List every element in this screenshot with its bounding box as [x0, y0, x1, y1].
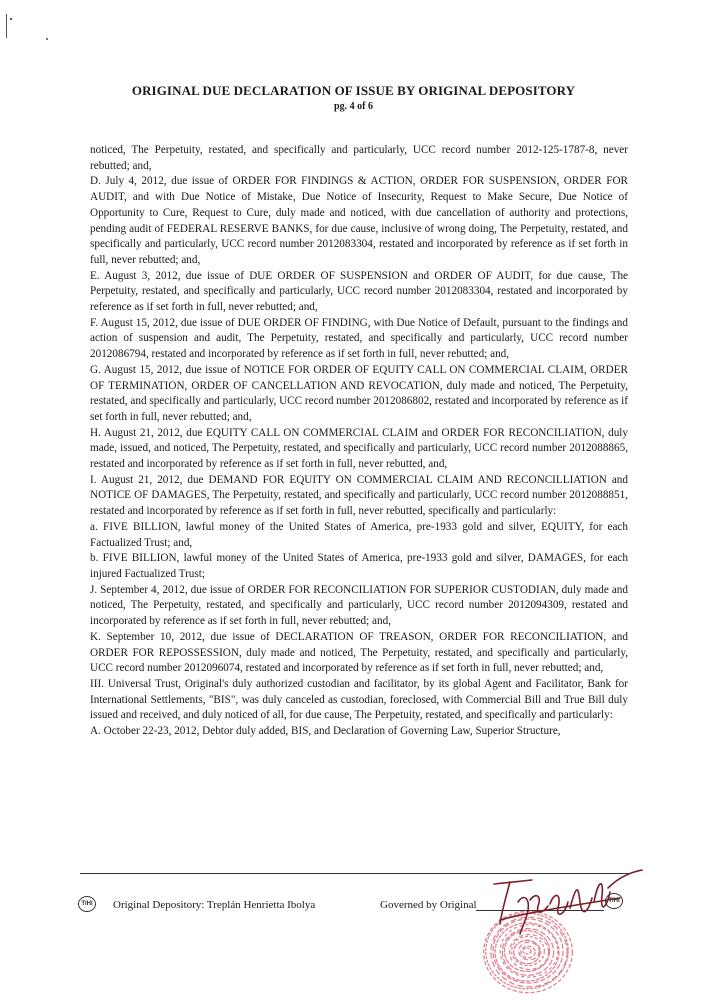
- body-paragraph: G. August 15, 2012, due issue of NOTICE FOR ORDER OF EQUITY CALL ON COMMERCIAL CLAIM, ORDER OF TERMINATION, ORDER OF CANCELLATION AND REVOCATION, duly made and noticed, The Perpetuity, restated, and specifically and particularly, UCC record number 2012086802, restated and incorporated by reference as if set forth in full, never rebutted; and,: [90, 363, 628, 423]
- body-paragraph: J. September 4, 2012, due issue of ORDER FOR RECONCILIATION FOR SUPERIOR CUSTODIAN, duly made and noticed, The Perpetuity, restated, and specifically and particularly, UCC record number 2012094309, restated and incorporated by reference as if set forth in full, never rebutted; and,: [90, 583, 628, 628]
- body-paragraph: F. August 15, 2012, due issue of DUE ORDER OF FINDING, with Due Notice of Default, pursuant to the findings and action of suspension and audit, The Perpetuity, restated, and specifically and particularly, UCC record number 2012086794, restated and incorporated by reference as if set forth in full, never rebutted; and,: [90, 316, 628, 361]
- document-title: ORIGINAL DUE DECLARATION OF ISSUE BY ORIGINAL DEPOSITORY: [131, 83, 576, 98]
- body-paragraph: D. July 4, 2012, due issue of ORDER FOR FINDINGS & ACTION, ORDER FOR SUSPENSION, ORDER FOR AUDIT, and with Due Notice of Mistake, Due Notice of Insecurity, Request to Make Secure, Due Notice of Opportunity to Cure, Request to Cure, duly made and noticed, with due cancellation of authority and protections, pending audit of FEDERAL RESERVE BANKS, for due cause, inclusive of wrong doing, The Perpetuity, restated, and specifically and particularly, UCC record number 2012083304, restated and incorporated by reference as if set forth in full, never rebutted; and,: [90, 175, 628, 266]
- body-paragraph: a. FIVE BILLION, lawful money of the United States of America, pre-1933 gold and silver, EQUITY, for each Factualized Trust; and,: [90, 520, 628, 549]
- scan-artifact: [46, 38, 48, 40]
- body-paragraph: K. September 10, 2012, due issue of DECLARATION OF TREASON, ORDER FOR RECONCILIATION, and ORDER FOR REPOSSESSION, duly made and noticed, The Perpetuity, restated, and specifically and particularly, UCC record number 2012096074, restated and incorporated by reference as if set forth in full, never rebutted; and,: [90, 630, 628, 675]
- body-paragraph: III. Universal Trust, Original's duly authorized custodian and facilitator, by its global Agent and Facilitator, Bank for International Settlements, "BIS", was duly canceled as custodian, foreclosed, with Commercial Bill and True Bill duly issued and received, and duly noticed of all, for due cause, The Perpetuity, restated, and specifically and particularly:: [90, 677, 628, 722]
- stamp-ridge: [523, 948, 531, 954]
- body-paragraph: noticed, The Perpetuity, restated, and specifically and particularly, UCC record number 2012-125-1787-8, never rebutted; and,: [90, 144, 628, 172]
- document-body: [90, 143, 628, 740]
- scan-artifact: [6, 14, 7, 38]
- body-paragraph: I. August 21, 2012, due DEMAND FOR EQUITY ON COMMERCIAL CLAIM AND RECONCILLIATION and NOTICE OF DAMAGES, The Perpetuity, restated, and specifically and particularly, UCC record number 2012088851, restated and incorporated by reference as if set forth in full, never rebutted, specifically and particularly:: [90, 473, 628, 518]
- page-number: pg. 4 of 6: [334, 101, 373, 112]
- stamp-ridge: [519, 942, 539, 960]
- seal-icon: TIHI: [605, 893, 623, 909]
- scan-artifact: [10, 18, 12, 20]
- governed-label: Governed by Original: [380, 899, 477, 911]
- body-paragraph: H. August 21, 2012, due EQUITY CALL ON COMMERCIAL CLAIM and ORDER FOR RECONCILIATION, duly made, issued, and noticed, The Perpetuity, restated, and specifically and particularly, UCC record number 2012088865, restated and incorporated by reference as if set forth in full, never rebutted, and,: [90, 426, 628, 471]
- body-paragraph: A. October 22-23, 2012, Debtor duly added, BIS, and Declaration of Governing Law, Superior Structure,: [90, 725, 561, 738]
- seal-icon: TIHI: [78, 896, 96, 912]
- depository-label: Original Depository: Treplán Henrietta Ibolya: [113, 899, 316, 911]
- body-paragraph: E. August 3, 2012, due issue of DUE ORDER OF SUSPENSION and ORDER OF AUDIT, for due cause, The Perpetuity, restated, and specifically and particularly, UCC record number 2012083304, restated and incorporated by reference as if set forth in full, never rebutted; and,: [90, 269, 628, 314]
- body-paragraph: b. FIVE BILLION, lawful money of the United States of America, pre-1933 gold and silver, DAMAGES, for each injured Factualized Trust;: [90, 552, 628, 580]
